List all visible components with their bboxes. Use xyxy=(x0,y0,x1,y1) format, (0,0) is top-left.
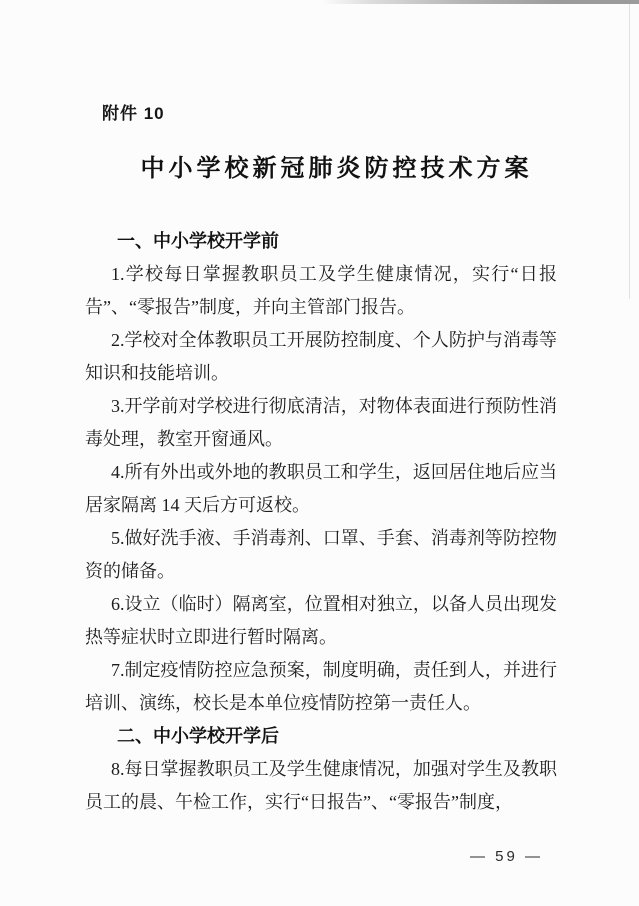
document-body xyxy=(85,225,557,819)
document-title: 中小学校新冠肺炎防控技术方案 xyxy=(140,156,533,182)
paragraph-8: 8.每日掌握教职员工及学生健康情况，加强对学生及教职员工的晨、午检工作，实行“日报告”、“零报告”制度， xyxy=(85,759,557,812)
paragraph-3: 3.开学前对学校进行彻底清洁，对物体表面进行预防性消毒处理，教室开窗通风。 xyxy=(85,396,557,449)
paragraph-2: 2.学校对全体教职员工开展防控制度、个人防护与消毒等知识和技能培训。 xyxy=(85,330,557,383)
page-number: — 59 — xyxy=(470,848,544,865)
section-heading-before-opening: 一、中小学校开学前 xyxy=(117,231,279,251)
paragraph-7: 7.制定疫情防控应急预案，制度明确，责任到人，并进行培训、演练，校长是本单位疫情防控第一责任人。 xyxy=(85,660,557,713)
paragraph-4: 4.所有外出或外地的教职员工和学生，返回居住地后应当居家隔离 14 天后方可返校。 xyxy=(85,462,557,515)
attachment-label: 附件 10 xyxy=(102,104,165,123)
section-heading-after-opening: 二、中小学校开学后 xyxy=(117,726,279,746)
paragraph-1: 1.学校每日掌握教职员工及学生健康情况，实行“日报告”、“零报告”制度，并向主管部门报告。 xyxy=(85,264,557,317)
paragraph-5: 5.做好洗手液、手消毒剂、口罩、手套、消毒剂等防控物资的储备。 xyxy=(85,528,557,581)
scan-artifact-top-strip xyxy=(322,0,639,4)
paragraph-6: 6.设立（临时）隔离室，位置相对独立，以备人员出现发热等症状时立即进行暂时隔离。 xyxy=(85,594,557,647)
